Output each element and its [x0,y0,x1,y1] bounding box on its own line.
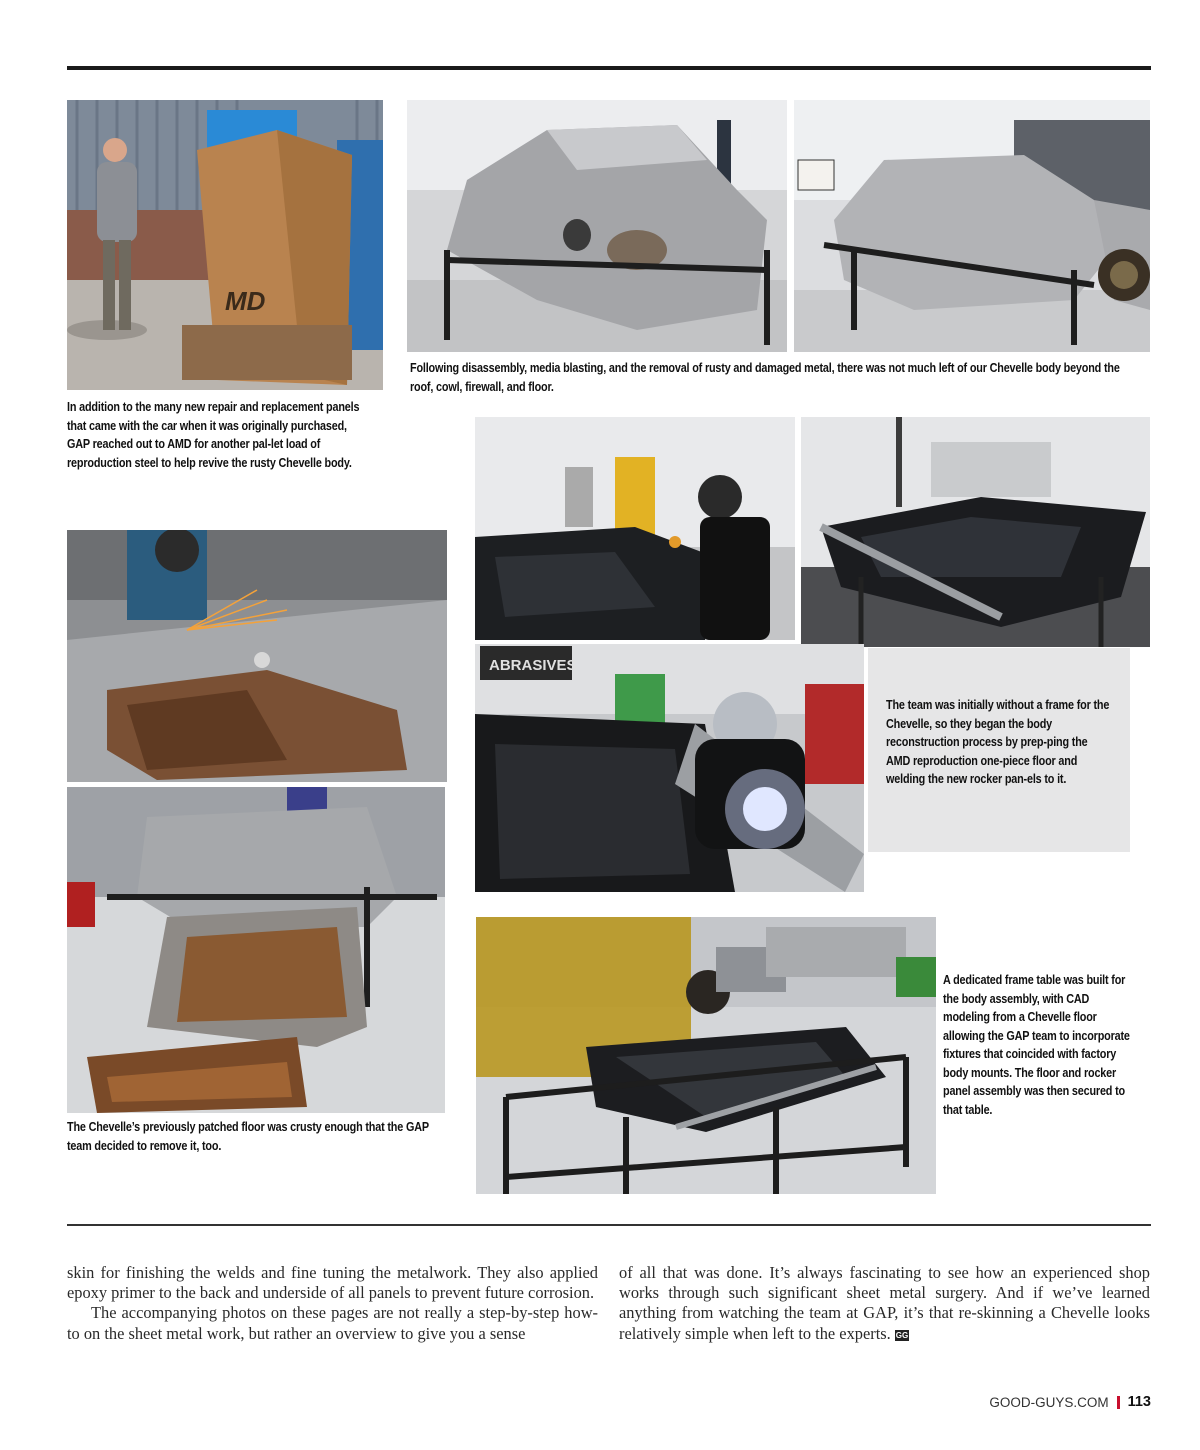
section-rule [67,1224,1151,1226]
top-rule [67,66,1151,70]
website-label: GOOD-GUYS.COM [989,1394,1109,1410]
body-paragraph: skin for finishing the welds and fine tuning the metalwork. They also applied epoxy primer to the back and underside of all panels to prevent future corrosion. [67,1263,598,1303]
body-paragraph [619,1263,1150,1344]
photo-grinding-floor [67,530,447,782]
caption-rocker: The team was initially without a frame for the Chevelle, so they began the body reconstruction process by prep-ping the AMD reproduction one-piece floor and welding the new rocker pan-els to it. [886,698,1110,786]
body-column-left [67,1263,598,1344]
photo-floor-on-table [801,417,1150,647]
caption-pallet: In addition to the many new repair and replacement panels that came with the car when it was originally purchased, GAP reached out to AMD for another pal-let load of reproduction steel to help revive the rusty Chevelle body. [67,400,360,470]
body-column-right [619,1263,1150,1344]
abrasives-sign-text: ABRASIVES [489,657,577,674]
photo-prepping-floor [475,417,795,640]
body-paragraph-text: of all that was done. It’s always fascinating to see how an experienced shop works through such significant sheet metal surgery. And if we’ve learned anything from watching the team at GAP, it’s that re-skinning a Chevelle looks relatively simple when left to the experts. [619,1263,1150,1343]
box-logo-text: MD [225,286,266,316]
body-paragraph: The accompanying photos on these pages are not really a step-by-step how-to on the sheet metal work, but rather an overview to give you a sense [67,1303,598,1343]
photo-stripped-body [407,100,787,352]
caption-floor-removed: The Chevelle’s previously patched floor was crusty enough that the GAP team decided to remove it, too. [67,1120,429,1153]
folio-divider [1117,1396,1120,1409]
photo-welding-rocker [475,644,864,892]
caption-disassembly: Following disassembly, media blasting, and the removal of rusty and damaged metal, there was not much left of our Chevelle body beyond the roof, cowl, firewall, and floor. [410,361,1120,394]
end-mark-icon: GG [895,1330,909,1340]
page-folio [989,1394,1151,1410]
caption-frame-table: A dedicated frame table was built for the body assembly, with CAD modeling from a Chevelle floor allowing the GAP team to incorporate fixtures that coincided with factory body mounts. The floor and rocker panel assembly was then secured to that table. [943,973,1130,1117]
page-number: 113 [1127,1394,1151,1410]
photo-patched-floor [67,787,445,1113]
photo-body-shell-angle [794,100,1150,352]
photo-pallet-delivery [67,100,383,390]
photo-frame-table [476,917,936,1194]
